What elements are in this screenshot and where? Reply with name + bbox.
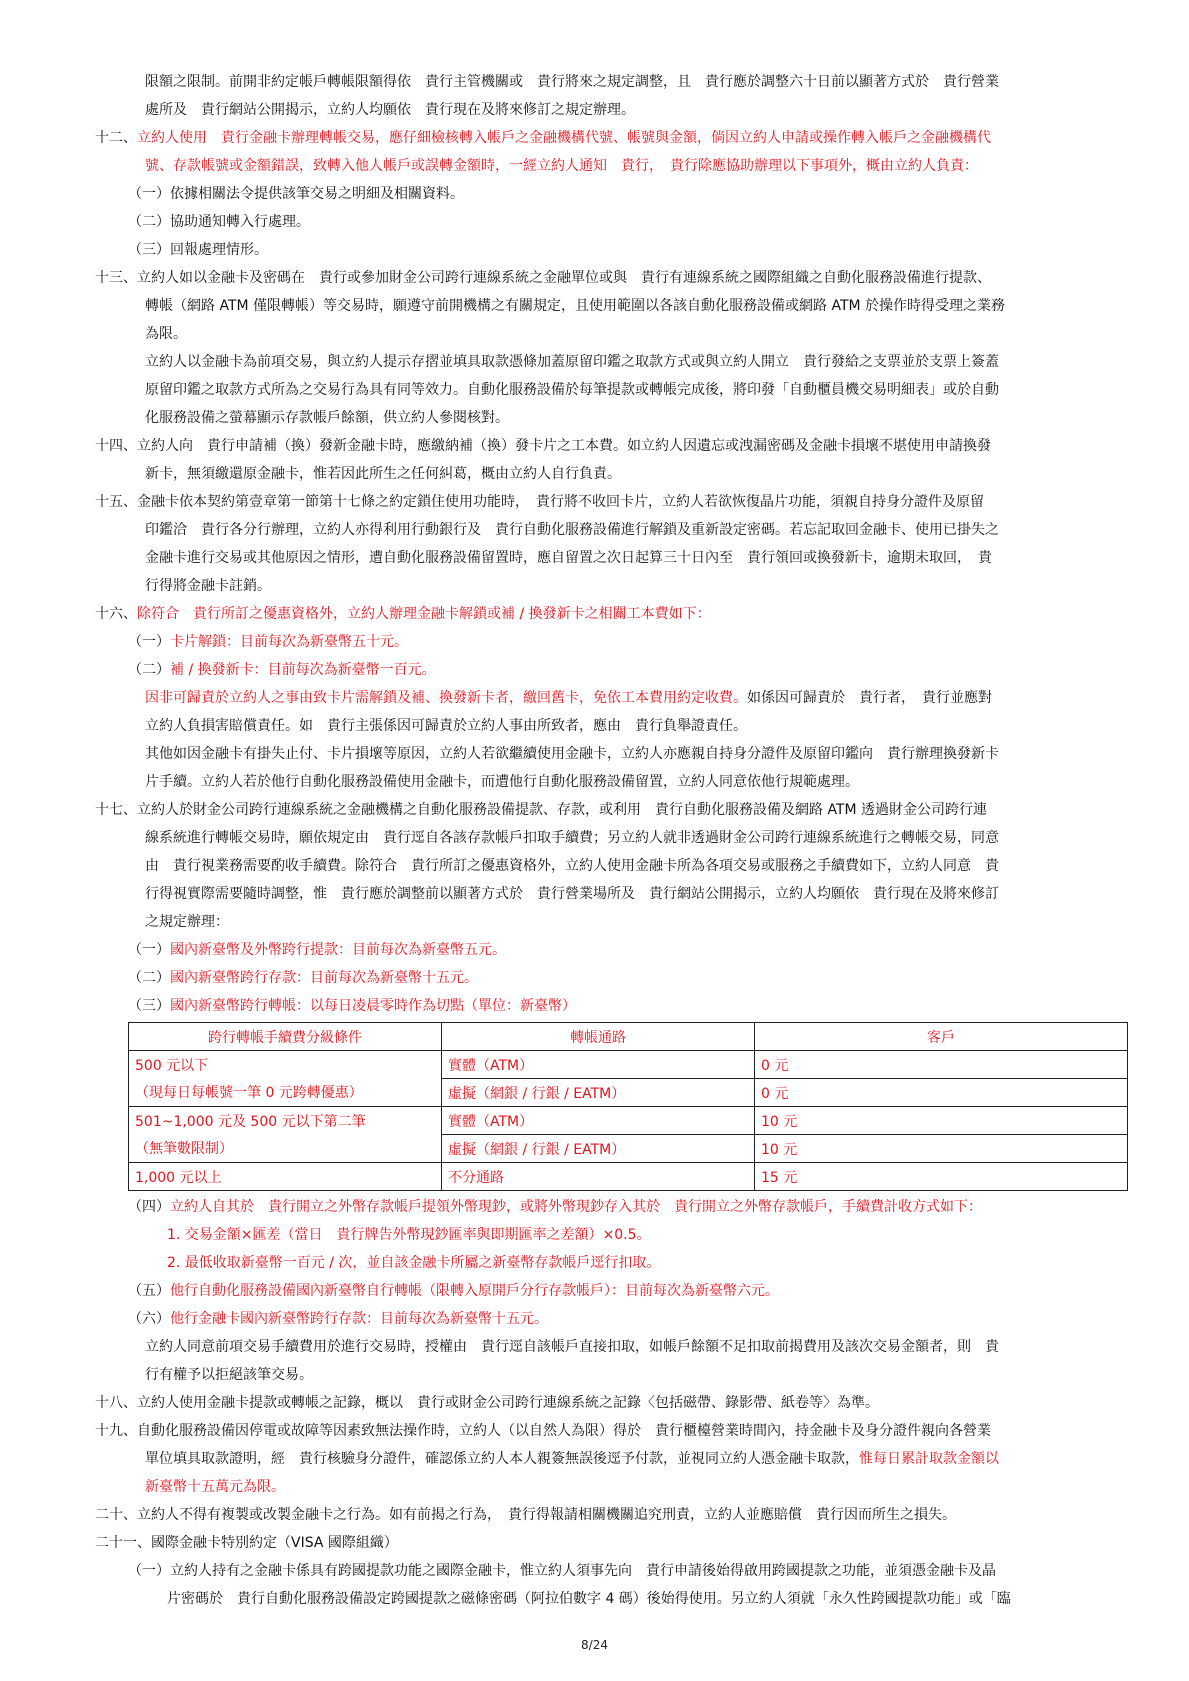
page-number: 8/24 <box>581 1638 608 1652</box>
list-item: （五）他行自動化服務設備國內新臺幣自行轉帳（限轉入原開戶分行存款帳戶）：目前每次為新臺幣六元。 <box>128 1283 779 1299</box>
clause-19: 十九、自動化服務設備因停電或故障等因素致無法操作時，立約人（以自然人為限）得於 貴行櫃檯營業時間內，持金融卡及身分證件親向各營業 <box>95 1423 991 1439</box>
table-header-cell: 轉帳通路 <box>442 1023 755 1051</box>
table-cell: 501~1,000 元及 500 元以下第二筆 <box>129 1107 442 1135</box>
paragraph: 立約人以金融卡為前項交易，與立約人提示存摺並填具取款憑條加蓋原留印鑑之取款方式或與立約人開立 貴行發給之支票並於支票上簽蓋 <box>145 354 999 370</box>
clause-number: 十六、 <box>95 606 137 622</box>
paragraph: 行得將金融卡註銷。 <box>145 578 271 594</box>
paragraph: 其他如因金融卡有掛失止付、卡片損壞等原因，立約人若欲繼續使用金融卡，立約人亦應親自持身分證件及原留印鑑向 貴行辦理換發新卡 <box>145 746 999 762</box>
paragraph: 因非可歸責於立約人之事由致卡片需解鎖及補、換發新卡者，繳回舊卡，免依工本費用約定收費。如係因可歸責於 貴行者， 貴行並應對 <box>145 690 992 706</box>
clause-17: 十七、立約人於財金公司跨行連線系統之金融機構之自動化服務設備提款、存款，或利用 貴行自動化服務設備及網路 ATM 透過財金公司跨行連 <box>95 802 988 818</box>
paragraph: 立約人同意前項交易手續費用於進行交易時，授權由 貴行逕自該帳戶直接扣取，如帳戶餘額不足扣取前揭費用及該次交易金額者，則 貴 <box>145 1339 999 1355</box>
table-row <box>129 1107 1128 1135</box>
table-cell: 10 元 <box>755 1107 1128 1135</box>
clause-12 <box>95 124 1105 152</box>
paragraph: 號、存款帳號或金額錯誤，致轉入他人帳戶或誤轉金額時，一經立約人通知 貴行， 貴行除應協助辦理以下事項外，概由立約人負責： <box>145 158 978 174</box>
table-row <box>129 1135 1128 1163</box>
table-cell: 不分通路 <box>442 1163 755 1191</box>
table-cell: （無筆數限制） <box>129 1135 442 1163</box>
list-item: （四）立約人自其於 貴行開立之外幣存款帳戶提領外幣現鈔，或將外幣現鈔存入其於 貴行開立之外幣存款帳戶，手續費計收方式如下： <box>128 1199 982 1215</box>
list-item: （一）卡片解鎖：目前每次為新臺幣五十元。 <box>128 634 408 650</box>
table-cell: 15 元 <box>755 1163 1128 1191</box>
table-cell: 1,000 元以上 <box>129 1163 442 1191</box>
clause-18: 十八、立約人使用金融卡提款或轉帳之記錄，概以 貴行或財金公司跨行連線系統之記錄〈包括磁帶、錄影帶、紙卷等〉為準。 <box>95 1395 879 1411</box>
paragraph: 行有權予以拒絕該筆交易。 <box>145 1367 313 1383</box>
paragraph: 片手續。立約人若於他行自動化服務設備使用金融卡，而遭他行自動化服務設備留置，立約人同意依他行規範處理。 <box>145 774 859 790</box>
paragraph: 限額之限制。前開非約定帳戶轉帳限額得依 貴行主管機關或 貴行將來之規定調整，且 貴行應於調整六十日前以顯著方式於 貴行營業 <box>145 74 999 90</box>
table-cell: 0 元 <box>755 1079 1128 1107</box>
document-body <box>95 68 1105 1613</box>
clause-16 <box>95 600 1105 628</box>
list-item: （三）國內新臺幣跨行轉帳：以每日凌晨零時作為切點（單位：新臺幣） <box>128 998 576 1014</box>
table-row <box>129 1051 1128 1079</box>
clause-21: 二十一、國際金融卡特別約定（VISA 國際組織） <box>95 1535 398 1551</box>
list-item: （一）依據相關法令提供該筆交易之明細及相關資料。 <box>128 186 464 202</box>
table-header-row <box>129 1023 1128 1051</box>
list-item: （二）國內新臺幣跨行存款：目前每次為新臺幣十五元。 <box>128 970 478 986</box>
paragraph: 新臺幣十五萬元為限。 <box>145 1479 285 1495</box>
table-cell: （現每日每帳號一筆 0 元跨轉優惠） <box>129 1079 442 1107</box>
clause-13: 十三、立約人如以金融卡及密碼在 貴行或參加財金公司跨行連線系統之金融單位或與 貴行有連線系統之國際組織之自動化服務設備進行提款、 <box>95 270 991 286</box>
clause-14: 十四、立約人向 貴行申請補（換）發新金融卡時，應繳納補（換）發卡片之工本費。如立約人因遺忘或洩漏密碼及金融卡損壞不堪使用申請換發 <box>95 438 991 454</box>
table-row <box>129 1163 1128 1191</box>
clause-20: 二十、立約人不得有複製或改製金融卡之行為。如有前揭之行為， 貴行得報請相關機關追究刑責，立約人並應賠償 貴行因而所生之損失。 <box>95 1507 956 1523</box>
paragraph: 立約人負損害賠償責任。如 貴行主張係因可歸責於立約人事由所致者，應由 貴行負舉證責任。 <box>145 718 747 734</box>
table-cell: 實體（ATM） <box>442 1051 755 1079</box>
paragraph: 之規定辦理： <box>145 914 229 930</box>
table-cell: 虛擬（網銀 / 行銀 / EATM） <box>442 1135 755 1163</box>
paragraph: 由 貴行視業務需要酌收手續費。除符合 貴行所訂之優惠資格外，立約人使用金融卡所為各項交易或服務之手續費如下，立約人同意 貴 <box>145 858 999 874</box>
paragraph: 化服務設備之螢幕顯示存款帳戶餘額，供立約人參閱核對。 <box>145 410 509 426</box>
list-item: （二）補 / 換發新卡：目前每次為新臺幣一百元。 <box>128 662 436 678</box>
paragraph: 轉帳（網路 ATM 僅限轉帳）等交易時，願遵守前開機構之有關規定，且使用範圍以各該自動化服務設備或網路 ATM 於操作時得受理之業務 <box>145 298 1006 314</box>
table-cell: 0 元 <box>755 1051 1128 1079</box>
paragraph: 金融卡進行交易或其他原因之情形，遭自動化服務設備留置時，應自留置之次日起算三十日內至 貴行領回或換發新卡，逾期未取回， 貴 <box>145 550 992 566</box>
table-cell: 虛擬（網銀 / 行銀 / EATM） <box>442 1079 755 1107</box>
clause-15: 十五、金融卡依本契約第壹章第一節第十七條之約定鎖住使用功能時， 貴行將不收回卡片，立約人若欲恢復晶片功能，須親自持身分證件及原留 <box>95 494 984 510</box>
table-cell: 實體（ATM） <box>442 1107 755 1135</box>
paragraph: 為限。 <box>145 326 187 342</box>
clause-text: 除符合 貴行所訂之優惠資格外，立約人辦理金融卡解鎖或補 / 換發新卡之相關工本費如下： <box>137 606 711 622</box>
transfer-fee-table <box>128 1022 1128 1191</box>
clause-number: 十二、 <box>95 130 137 146</box>
paragraph: 線系統進行轉帳交易時，願依規定由 貴行逕自各該存款帳戶扣取手續費；另立約人就非透過財金公司跨行連線系統進行之轉帳交易，同意 <box>145 830 999 846</box>
list-item: 1. 交易金額×匯差（當日 貴行牌告外幣現鈔匯率與即期匯率之差額）×0.5。 <box>167 1227 651 1243</box>
list-item: （一）立約人持有之金融卡係具有跨國提款功能之國際金融卡，惟立約人須事先向 貴行申請後始得啟用跨國提款之功能，並須憑金融卡及晶 <box>128 1563 996 1579</box>
paragraph: 新卡，無須繳還原金融卡，惟若因此所生之任何糾葛，概由立約人自行負責。 <box>145 466 621 482</box>
table-header-cell: 跨行轉帳手續費分級條件 <box>129 1023 442 1051</box>
list-item: 2. 最低收取新臺幣一百元 / 次，並自該金融卡所屬之新臺幣存款帳戶逕行扣取。 <box>167 1255 661 1271</box>
list-item: （二）協助通知轉入行處理。 <box>128 214 310 230</box>
table-cell: 10 元 <box>755 1135 1128 1163</box>
paragraph: 行得視實際需要隨時調整，惟 貴行應於調整前以顯著方式於 貴行營業場所及 貴行網站公開揭示，立約人均願依 貴行現在及將來修訂 <box>145 886 999 902</box>
table-header-cell: 客戶 <box>755 1023 1128 1051</box>
paragraph: 單位填具取款證明，經 貴行核驗身分證件，確認係立約人本人親簽無誤後逕予付款，並視同立約人憑金融卡取款，惟每日累計取款金額以 <box>145 1451 999 1467</box>
paragraph: 片密碼於 貴行自動化服務設備設定跨國提款之磁條密碼（阿拉伯數字 4 碼）後始得使用。另立約人須就「永久性跨國提款功能」或「臨 <box>167 1591 1011 1607</box>
paragraph: 原留印鑑之取款方式所為之交易行為具有同等效力。自動化服務設備於每筆提款或轉帳完成後，將印發「自動櫃員機交易明細表」或於自動 <box>145 382 999 398</box>
list-item: （六）他行金融卡國內新臺幣跨行存款：目前每次為新臺幣十五元。 <box>128 1311 548 1327</box>
clause-text: 立約人使用 貴行金融卡辦理轉帳交易，應仔細檢核轉入帳戶之金融機構代號、帳號與金額，倘因立約人申請或操作轉入帳戶之金融機構代 <box>137 130 991 146</box>
table-cell: 500 元以下 <box>129 1051 442 1079</box>
paragraph: 處所及 貴行網站公開揭示，立約人均願依 貴行現在及將來修訂之規定辦理。 <box>145 102 635 118</box>
list-item: （三）回報處理情形。 <box>128 242 268 258</box>
list-item: （一）國內新臺幣及外幣跨行提款：目前每次為新臺幣五元。 <box>128 942 506 958</box>
table-row <box>129 1079 1128 1107</box>
paragraph: 印鑑洽 貴行各分行辦理，立約人亦得利用行動銀行及 貴行自動化服務設備進行解鎖及重新設定密碼。若忘記取回金融卡、使用已掛失之 <box>145 522 999 538</box>
